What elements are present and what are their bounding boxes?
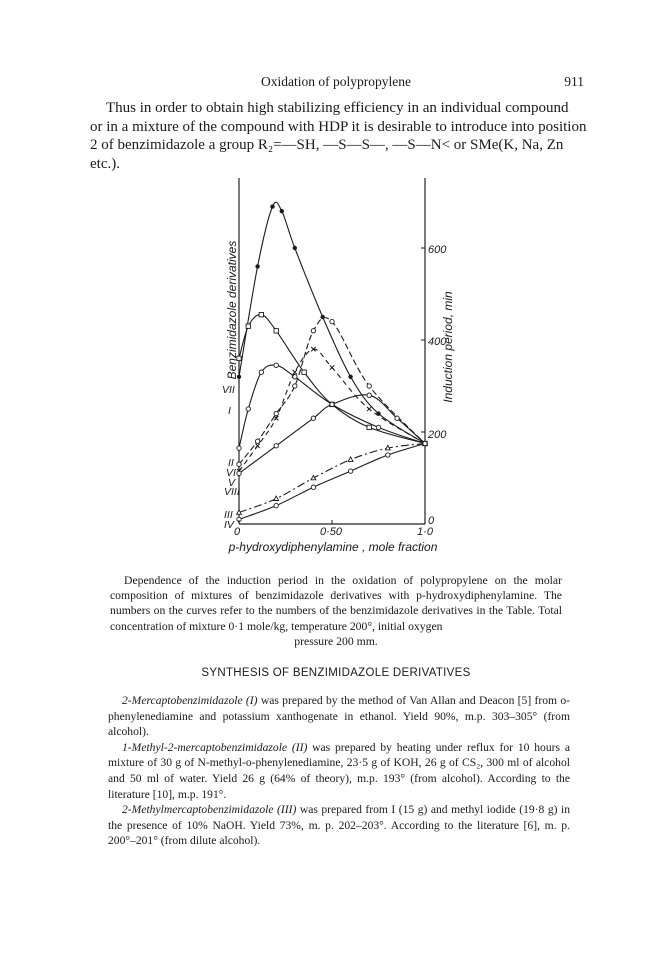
right-axis-label: Induction period, min <box>441 291 455 403</box>
compound-name: 1-Methyl-2-mercaptobenzimidazole (II) <box>122 740 308 754</box>
point-iii-0 <box>237 510 242 514</box>
curves <box>237 202 428 521</box>
intro-line-2: or in a mixture of the compound with HDP it is desirable to introduce into position <box>90 118 587 135</box>
curve-label-ii: II <box>228 457 234 469</box>
running-title: Oxidation of polypropylene <box>261 74 411 89</box>
point-vii-2 <box>259 313 263 317</box>
left-axis-label: Benzimidazole derivatives <box>225 240 239 380</box>
paragraph-compound-ii <box>108 740 570 802</box>
curve-label-v: V <box>228 477 236 489</box>
point-vi-3 <box>293 384 297 388</box>
point-iv-5 <box>423 441 427 445</box>
intro-line-1: Thus in order to obtain high stabilizing efficiency in an individual compound <box>106 100 569 116</box>
point-i-3 <box>280 209 284 213</box>
point-v-3 <box>293 370 297 374</box>
point-iii-4 <box>385 446 390 450</box>
point-vii-6 <box>367 425 371 429</box>
point-vii-1 <box>246 324 250 328</box>
x-tick-10: 1·0 <box>417 526 433 538</box>
curve-label-viii: VIII <box>224 486 240 498</box>
paragraph-text: was prepared from I (15 g) and methyl iodide (19·8 g) in the presence of 10% NaOH. Yield 73%, m. p. 202–203°. According to the literature [6], m. p. 200°–201° (from dilute alcohol). <box>108 803 571 848</box>
point-v-1 <box>255 444 259 448</box>
point-vi-4 <box>311 329 315 333</box>
point-viii-5 <box>395 416 399 420</box>
y-tick-400: 400 <box>428 336 447 348</box>
caption-line-2: composition of mixtures of benzimidazole derivatives with p-hydroxydiphenylamine. <box>110 589 538 603</box>
compound-name: 2-Mercaptobenzimidazole (I) <box>122 694 258 707</box>
body-text <box>108 693 570 849</box>
y-tick-200: 200 <box>428 429 447 441</box>
point-ii-1 <box>246 407 250 411</box>
point-iii-2 <box>311 475 316 479</box>
point-vi-2 <box>274 411 278 415</box>
paragraph-compound-iii <box>108 802 570 849</box>
curve-label-iii: III <box>224 509 233 521</box>
point-iv-3 <box>348 469 352 473</box>
compound-name: 2-Methylmercaptobenzimidazole (III) <box>122 803 297 817</box>
point-i-2 <box>270 204 274 208</box>
curve-label-iv: IV <box>224 519 234 531</box>
point-v-6 <box>367 407 371 411</box>
point-viii-0 <box>237 471 241 475</box>
curve-iii <box>239 444 425 513</box>
point-iv-2 <box>311 485 315 489</box>
point-ii-6 <box>376 425 380 429</box>
point-viii-1 <box>274 444 278 448</box>
curve-label-i: I <box>228 405 231 417</box>
curve-iv <box>239 444 425 520</box>
point-v-2 <box>274 416 278 420</box>
point-i-1 <box>255 264 259 268</box>
point-iv-4 <box>386 453 390 457</box>
point-vi-5 <box>330 319 334 323</box>
paragraph-text: was prepared by heating under reflux for 10 hours a mixture of 30 g of N-methyl-o-phenylenediamine, 23·5 g of KOH, 26 g of CS₂, 300 ml of alcohol and 50 ml of water. Yield 26 g (64% of theory), m.p. 193° (from alcohol). According to the literature [10], m.p. 191°. <box>108 740 570 801</box>
point-i-4 <box>293 246 297 250</box>
curve-label-vi: VI <box>226 467 236 479</box>
point-vi-6 <box>367 384 371 388</box>
caption-line-1: Dependence of the induction period in the oxidation of polypropylene on the molar <box>124 574 562 587</box>
point-v-5 <box>330 365 334 369</box>
point-vi-0 <box>237 462 241 466</box>
curve-vii <box>239 315 425 444</box>
section-heading: SYNTHESIS OF BENZIMIDAZOLE DERIVATIVES <box>201 667 471 679</box>
point-ii-3 <box>274 363 278 367</box>
paragraph-text: was prepared by the method of Van Allan and Deacon [5] from o-phenylenediamine and potassium xanthogenate in ethanol. Yield 90%, m.p. 303–305° (from alcohol). <box>108 694 570 739</box>
curve-label-vii: VII <box>222 384 235 396</box>
point-viii-3 <box>330 402 334 406</box>
point-vi-1 <box>255 439 259 443</box>
figure-caption <box>110 573 562 649</box>
caption-end: pressure 200 mm. <box>294 634 378 648</box>
point-ii-0 <box>237 446 241 450</box>
caption-line-4: the Table. Total concentration of mixture 0·1 mole/kg, temperature 200°, initial oxygen <box>110 604 563 633</box>
caption-line-3: The numbers on the curves refer to the numbers of the benzimidazole derivatives in <box>110 589 562 618</box>
point-i-6 <box>348 375 352 379</box>
point-vii-4 <box>302 370 306 374</box>
point-iii-1 <box>274 496 279 500</box>
y-tick-600: 600 <box>428 244 447 256</box>
x-tick-050: 0·50 <box>319 526 343 538</box>
paragraph-compound-i <box>108 693 570 740</box>
point-viii-2 <box>311 416 315 420</box>
point-iii-3 <box>348 457 353 461</box>
y-tick-0: 0 <box>428 515 435 527</box>
intro-line-3: 2 of benzimidazole a group R₂=—SH, —S—S—, —S—N< or SMe(K, Na, Zn etc.). <box>90 137 564 172</box>
point-viii-4 <box>367 393 371 397</box>
ticks <box>239 248 425 524</box>
point-iv-1 <box>274 503 278 507</box>
x-tick-0: 0 <box>233 526 241 538</box>
x-axis-label: p-hydroxydiphenylamine , mole fraction <box>228 540 438 554</box>
page-number: 911 <box>564 74 584 89</box>
point-vii-3 <box>274 329 278 333</box>
point-ii-2 <box>259 370 263 374</box>
